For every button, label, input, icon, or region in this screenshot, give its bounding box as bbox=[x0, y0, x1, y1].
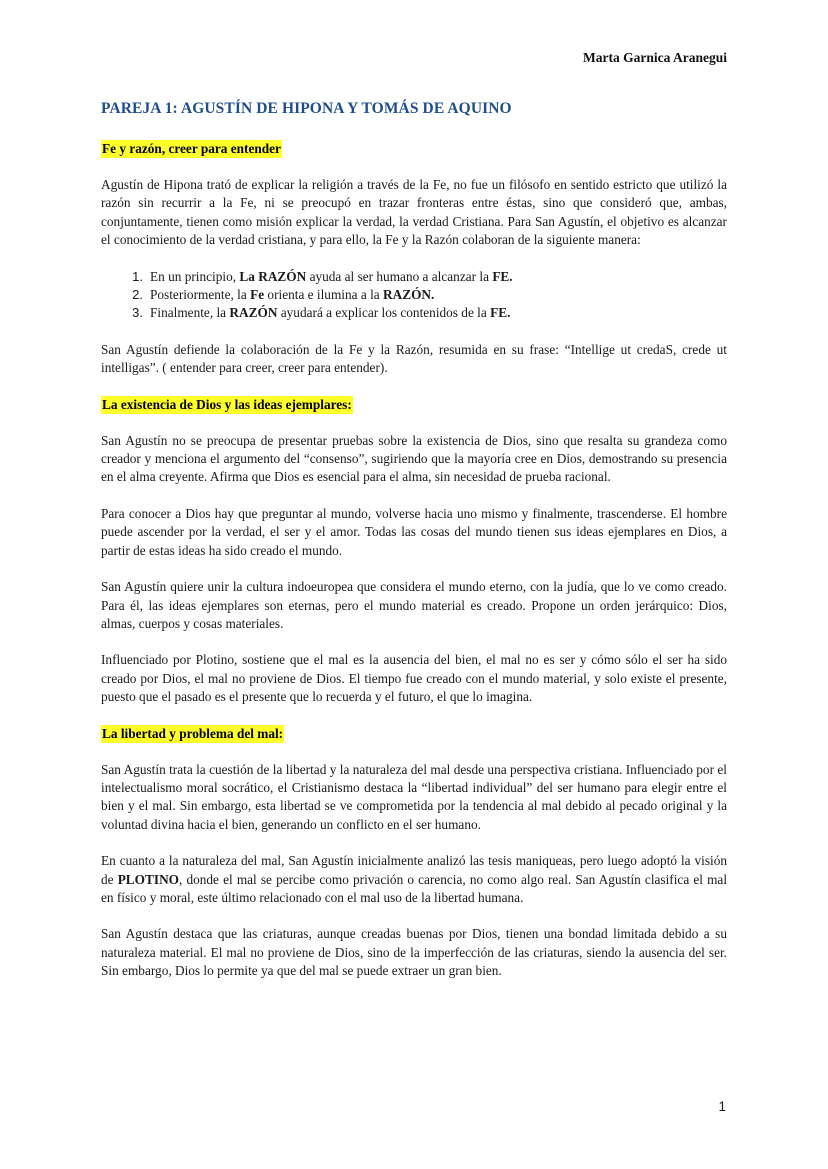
list-item: 1. En un principio, La RAZÓN ayuda al ser humano a alcanzar la FE. bbox=[101, 268, 727, 286]
paragraph: San Agustín trata la cuestión de la libertad y la naturaleza del mal desde una perspectiva cristiana. Influenciado por el intelectualismo moral socrático, el Cristianismo destaca la “libertad individual” del ser humano para elegir entre el bien y el mal. Sin embargo, esta libertad se ve comprometida por la tendencia al mal debido al pecado original y la voluntad divina hacia el bien, generando un conflicto en el ser humano. bbox=[101, 761, 727, 832]
paragraph: San Agustín defiende la colaboración de la Fe y la Razón, resumida en su frase: “Intellige ut credaS, crede ut intelligas”. ( entender para creer, creer para entender). bbox=[101, 341, 727, 376]
paragraph: Para conocer a Dios hay que preguntar al mundo, volverse hacia uno mismo y finalmente, trascenderse. El hombre puede ascender por la verdad, el ser y el amor. Todas las cosas del mundo tienen sus ideas ejemplares en Dios, a partir de estas ideas ha sido creado el mundo. bbox=[101, 505, 727, 558]
section-heading-highlight: Fe y razón, creer para entender bbox=[102, 141, 281, 156]
section-heading-highlight: La existencia de Dios y las ideas ejemplares: bbox=[102, 396, 352, 412]
section-heading bbox=[101, 140, 727, 158]
list-number: 1. bbox=[132, 268, 143, 284]
list-number: 3. bbox=[132, 305, 143, 321]
section-heading-highlight: La libertad y problema del mal: bbox=[102, 725, 284, 741]
list-item: 2. Posteriormente, la Fe orienta e ilumina a la RAZÓN. bbox=[101, 286, 727, 304]
author-header: Marta Garnica Aranegui bbox=[583, 50, 727, 65]
document-body bbox=[101, 100, 727, 999]
page-number: 1 bbox=[718, 1099, 726, 1114]
paragraph: San Agustín quiere unir la cultura indoeuropea que considera el mundo eterno, con la judía, que lo ve como creado. Para él, las ideas ejemplares son eternas, pero el mundo material es creado. Propone un orden jerárquico: Dios, almas, cuerpos y cosas materiales. bbox=[101, 579, 727, 631]
paragraph: En cuanto a la naturaleza del mal, San Agustín inicialmente analizó las tesis maniqueas, pero luego adoptó la visión de PLOTINO, donde el mal se percibe como privación o carencia, no como algo real. San Agustín clasifica el mal en físico y moral, este último relacionado con el mal uso de la libertad humana. bbox=[101, 853, 728, 905]
numbered-list bbox=[101, 268, 727, 323]
section-heading bbox=[101, 396, 727, 414]
paragraph: Influenciado por Plotino, sostiene que el mal es la ausencia del bien, el mal no es ser y cómo sólo el ser ha sido creado por Dios, el mal no proviene de Dios. El tiempo fue creado con el mundo material, y solo existe el presente, puesto que el pasado es el presente que lo recuerda y el futuro, el que lo imagina. bbox=[101, 652, 727, 705]
paragraph: Agustín de Hipona trató de explicar la religión a través de la Fe, no fue un filósofo en sentido estricto que utilizó la razón sin recurrir a la Fe, ni se preocupó en trazar fronteras entre éstas, sino que consideró que, ambas, conjuntamente, tienen como misión explicar la verdad, la verdad Cristiana. Para San Agustín, el objetivo es alcanzar el conocimiento de la verdad cristiana, y para ello, la Fe y la Razón colaboran de la siguiente manera: bbox=[101, 177, 727, 248]
document-title: PAREJA 1: AGUSTÍN DE HIPONA Y TOMÁS DE AQUINO bbox=[101, 100, 512, 117]
paragraph: San Agustín destaca que las criaturas, aunque creadas buenas por Dios, tienen una bondad limitada debido a su naturaleza material. El mal no proviene de Dios, sino de la imperfección de las criaturas, siendo la ausencia del ser. Sin embargo, Dios lo permite ya que del mal se puede extraer un gran bien. bbox=[101, 926, 727, 979]
paragraph: San Agustín no se preocupa de presentar pruebas sobre la existencia de Dios, sino que resalta su grandeza como creador y menciona el argumento del “consenso”, sugiriendo que la mayoría cree en Dios, demostrando su presencia en el alma creyente. Afirma que Dios es esencial para el alma, sin necesidad de prueba racional. bbox=[101, 432, 727, 485]
list-item: 3. Finalmente, la RAZÓN ayudará a explicar los contenidos de la FE. bbox=[101, 304, 727, 322]
list-number: 2. bbox=[132, 287, 143, 303]
section-heading bbox=[101, 725, 727, 743]
bold-name: PLOTINO bbox=[117, 871, 180, 887]
